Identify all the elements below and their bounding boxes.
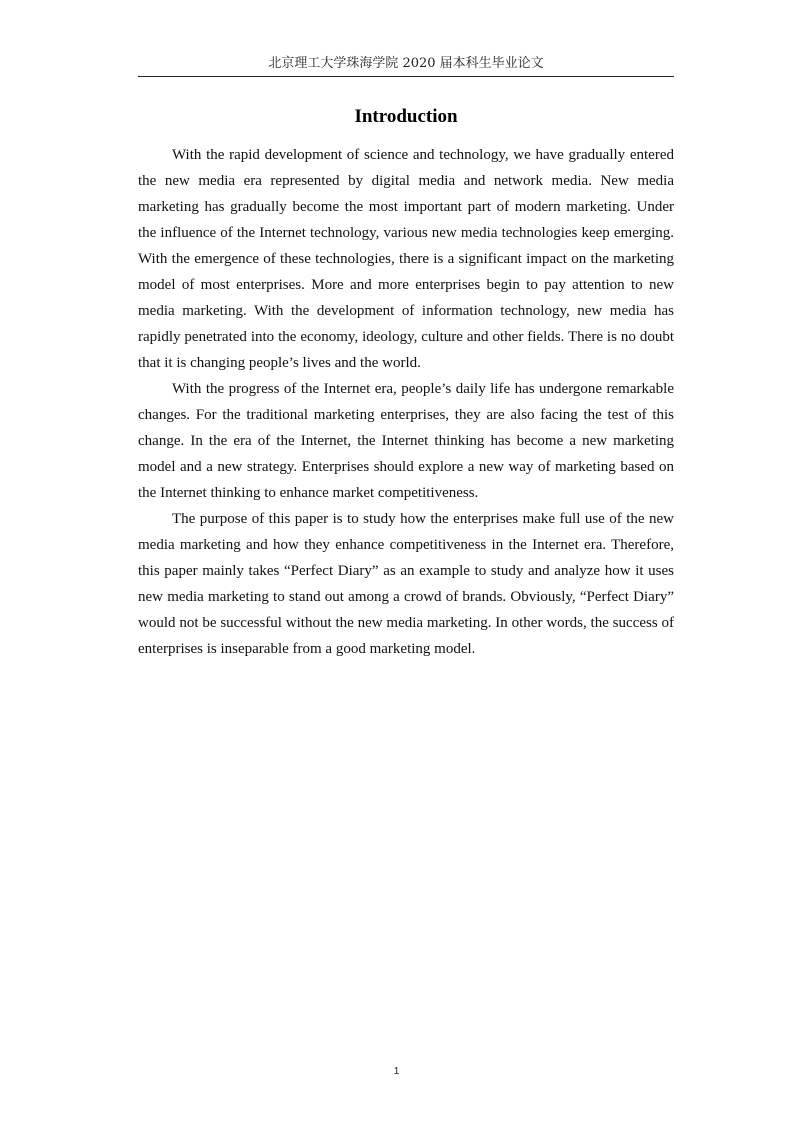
- paragraph: With the rapid development of science and technology, we have gradually entered the new media era represented by digital media and network media. New media marketing has gradually become the most important part of modern marketing. Under the influence of the Internet technology, various new media technologies keep emerging. With the emergence of these technologies, there is a significant impact on the marketing model of most enterprises. More and more enterprises begin to pay attention to new media marketing. With the development of information technology, new media has rapidly penetrated into the economy, ideology, culture and other fields. There is no doubt that it is changing people’s lives and the world.: [138, 147, 674, 371]
- running-header: [138, 54, 674, 77]
- section-title: Introduction: [354, 106, 458, 127]
- paragraph: With the progress of the Internet era, people’s daily life has undergone remarkable changes. For the traditional marketing enterprises, they are also facing the test of this change. In the era of the Internet, the Internet thinking has become a new marketing model and a new strategy. Enterprises should explore a new way of marketing based on the Internet thinking to enhance market competitiveness.: [138, 381, 674, 501]
- paragraph: The purpose of this paper is to study how the enterprises make full use of the new media marketing and how they enhance competitiveness in the Internet era. Therefore, this paper mainly takes “Perfect Diary” as an example to study and analyze how it uses new media marketing to stand out among a crowd of brands. Obviously, “Perfect Diary” would not be successful without the new media marketing. In other words, the success of enterprises is inseparable from a good marketing model.: [138, 511, 674, 657]
- running-header-title: 北京理工大学珠海学院 2020 届本科生毕业论文: [268, 56, 544, 71]
- page-body: [138, 104, 674, 662]
- page-number: 1: [393, 1066, 400, 1077]
